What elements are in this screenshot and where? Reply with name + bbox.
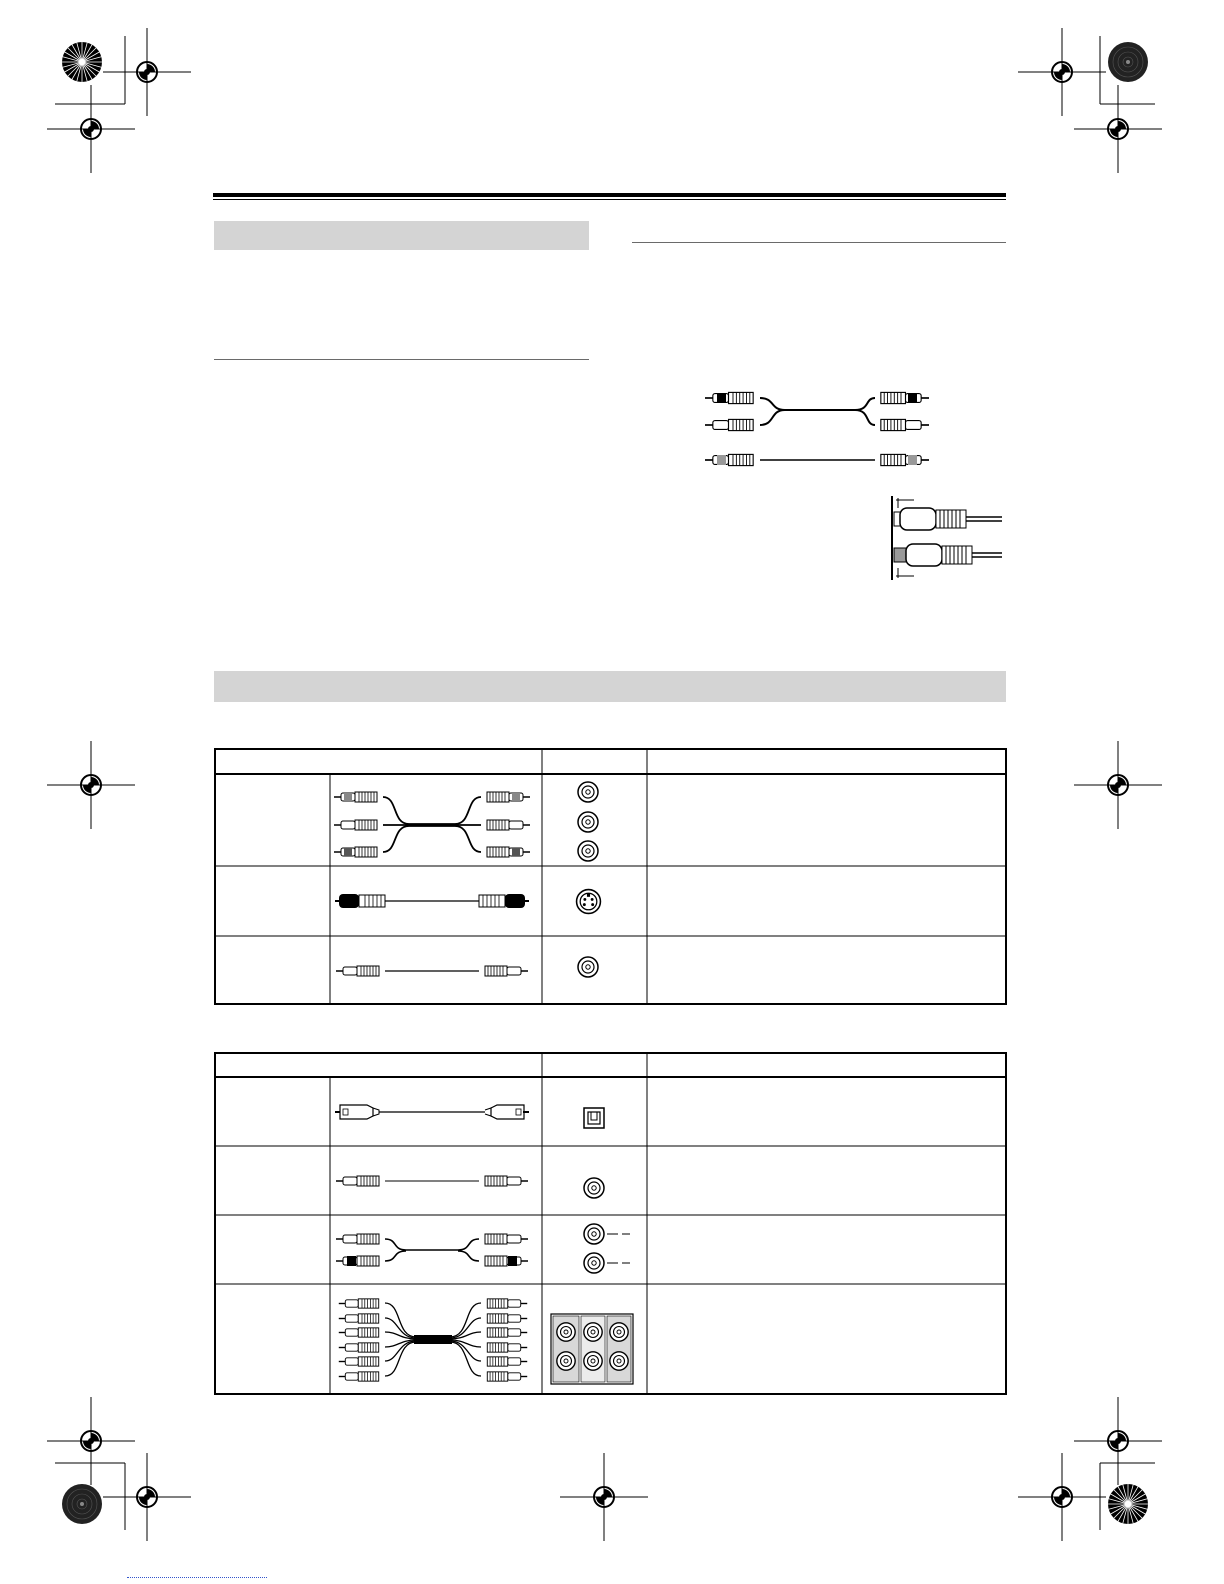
single-rca-jack-icon xyxy=(582,1176,606,1200)
header-rule-thick xyxy=(213,193,1006,197)
rca-plug-insertion-icon xyxy=(884,492,1004,584)
subsection-rule-right xyxy=(632,242,1006,243)
section-heading-band-full xyxy=(214,671,1006,702)
stereo-rca-jacks-icon xyxy=(582,1222,634,1276)
single-rca-jack-icon xyxy=(576,955,600,979)
multichannel-analog-cable xyxy=(338,1295,528,1385)
audio-video-cable-illustration xyxy=(705,385,935,475)
composite-cable xyxy=(705,454,929,465)
composite-video-cable xyxy=(336,963,528,979)
s-video-jack-icon xyxy=(575,888,602,915)
section-heading-band-left xyxy=(214,221,589,250)
s-video-cable xyxy=(335,891,529,911)
optical-digital-cable xyxy=(335,1101,529,1123)
three-rca-jacks-icon xyxy=(576,780,600,864)
component-video-cable xyxy=(334,784,530,862)
coaxial-digital-cable xyxy=(336,1173,528,1189)
header-rule-thin xyxy=(213,199,1006,200)
analog-stereo-cable xyxy=(336,1230,528,1270)
footer-link-underline[interactable] xyxy=(127,1576,267,1578)
video-table-grid xyxy=(214,748,1007,1005)
multichannel-jack-panel-icon xyxy=(550,1313,634,1385)
stereo-audio-cable xyxy=(705,392,929,430)
optical-jack-icon xyxy=(583,1107,605,1129)
subsection-rule-left xyxy=(214,359,589,360)
